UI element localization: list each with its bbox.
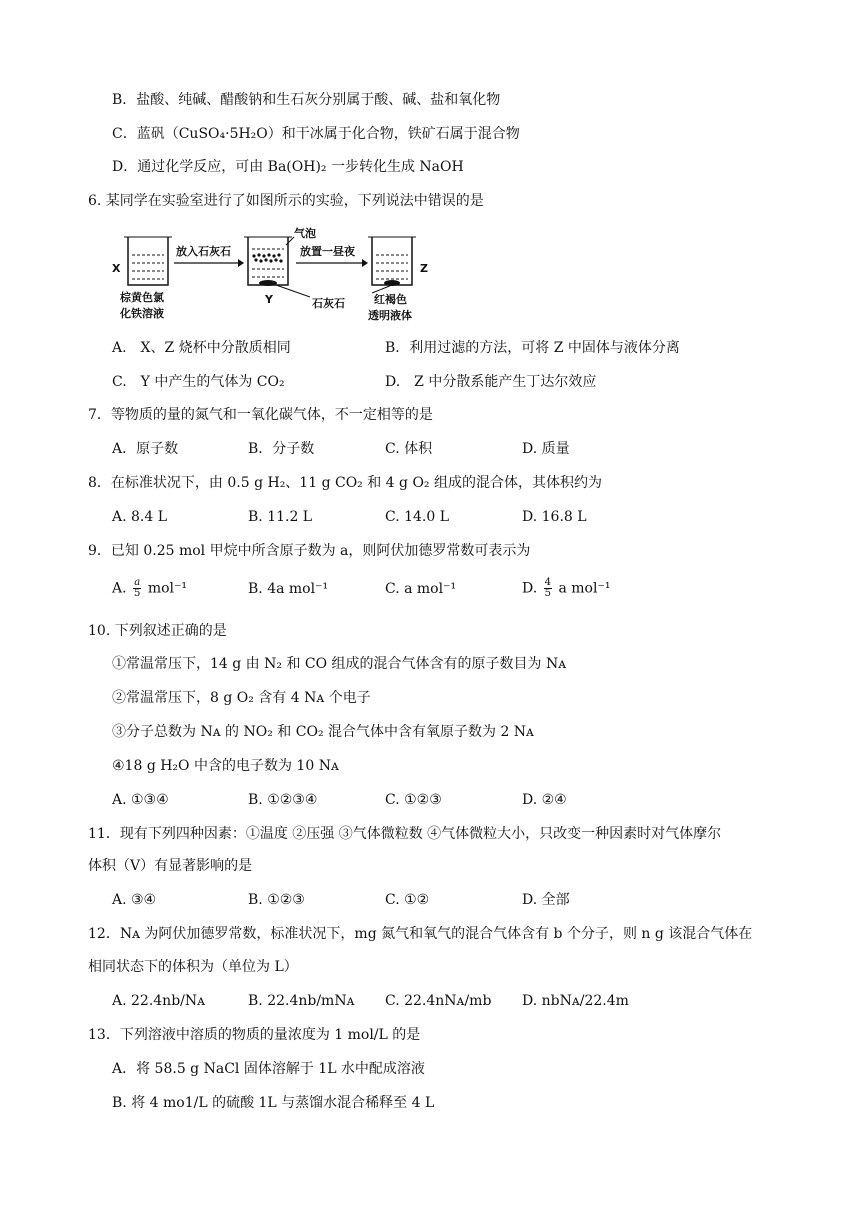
q10-option-d: D. ②④: [522, 792, 567, 808]
q6-option-b: B．利用过滤的方法，可将 Z 中固体与液体分离: [385, 340, 680, 356]
q10-option-a: A. ①③④: [112, 792, 169, 808]
q12-option-c: C. 22.4nNᴀ/mb: [385, 993, 492, 1009]
q7-stem: 7．等物质的量的氮气和一氧化碳气体，不一定相等的是: [88, 407, 433, 423]
q7-option-b: B．分子数: [248, 441, 315, 457]
q6-option-c: C. Y 中产生的气体为 CO₂: [112, 374, 285, 390]
z-desc-line2: 透明液体: [368, 309, 412, 322]
q13-option-b: B. 将 4 mo1/L 的硫酸 1L 与蒸馏水混合稀释至 4 L: [112, 1095, 435, 1111]
q8-stem: 8．在标准状况下，由 0.5 g H₂、11 g CO₂ 和 4 g O₂ 组成的混合体，其体积约为: [88, 475, 602, 491]
q9-d-fraction: [544, 578, 552, 599]
q9-stem: 9．已知 0.25 mol 甲烷中所含原子数为 a，则阿伏加德罗常数可表示为: [88, 543, 531, 559]
q7-option-c: C. 体积: [385, 441, 433, 457]
q10-statement-1: ①常温常压下，14 g 由 N₂ 和 CO 组成的混合气体含有的原子数目为 Nᴀ: [112, 656, 567, 672]
arrow1-label: 放入石灰石: [176, 245, 231, 258]
q5-option-c: C．蓝矾（CuSO₄·5H₂O）和干冰属于化合物，铁矿石属于混合物: [112, 126, 520, 142]
q12-option-a: A. 22.4nb/Nᴀ: [112, 993, 206, 1009]
label-x: X: [112, 262, 121, 275]
q10-statement-2: ②常温常压下，8 g O₂ 含有 4 Nᴀ 个电子: [112, 690, 371, 706]
arrow2-head: [362, 259, 368, 267]
q9-a-unit: mol⁻¹: [147, 580, 188, 597]
q9-d-prefix: D.: [522, 580, 538, 597]
beaker-z: [368, 237, 416, 286]
q10-option-c: C. ①②③: [385, 792, 442, 808]
q9-option-d: [522, 578, 610, 599]
q9-option-c: C. a mol⁻¹: [385, 581, 457, 597]
q11-option-b: B. ①②③: [248, 892, 305, 908]
q10-stem: 10. 下列叙述正确的是: [88, 623, 227, 639]
experiment-figure: [110, 225, 530, 325]
x-desc-line2: 化铁溶液: [120, 307, 164, 320]
q11-option-d: D. 全部: [522, 892, 570, 908]
q11-option-a: A. ③④: [112, 892, 157, 908]
q9-d-num: 4: [544, 577, 552, 588]
q13-option-a: A．将 58.5 g NaCl 固体溶解于 1L 水中配成溶液: [112, 1061, 425, 1077]
q7-option-d: D. 质量: [522, 441, 570, 457]
x-desc-line1: 棕黄色氯: [120, 291, 164, 304]
q12-option-b: B. 22.4nb/mNᴀ: [248, 993, 355, 1009]
bubble-label: 气泡: [294, 227, 316, 240]
stone-pointer: [276, 285, 310, 297]
z-pointer: [372, 285, 392, 293]
q8-option-a: A. 8.4 L: [112, 509, 168, 525]
q8-option-d: D. 16.8 L: [522, 509, 587, 525]
q9-option-b: B. 4a mol⁻¹: [248, 581, 329, 597]
q8-option-c: C. 14.0 L: [385, 509, 450, 525]
q11-stem-line1: 11．现有下列四种因素：①温度 ②压强 ③气体微粒数 ④气体微粒大小，只改变一种因素时对气体摩尔: [88, 826, 722, 842]
q12-option-d: D. nbNᴀ/22.4m: [522, 993, 629, 1009]
arrow2-label: 放置一昼夜: [300, 245, 355, 258]
stone-label: 石灰石: [312, 297, 345, 310]
label-y: Y: [265, 293, 273, 306]
beaker-x: [124, 237, 172, 285]
q9-option-a: [112, 578, 187, 599]
q9-a-fraction: [133, 578, 141, 599]
q7-option-a: A．原子数: [112, 441, 179, 457]
q6-stem: 6. 某同学在实验室进行了如图所示的实验，下列说法中错误的是: [88, 193, 484, 209]
q6-option-d: D. Z 中分散系能产生丁达尔效应: [385, 374, 597, 390]
q6-option-a: A. X、Z 烧杯中分散质相同: [112, 340, 291, 356]
arrow1-head: [238, 259, 244, 267]
q9-a-den: 5: [134, 588, 141, 599]
q12-stem-line2: 相同状态下的体积为（单位为 L）: [88, 959, 298, 975]
q5-option-b: B．盐酸、纯碱、醋酸钠和生石灰分别属于酸、碱、盐和氧化物: [112, 92, 501, 108]
q5-option-d: D．通过化学反应，可由 Ba(OH)₂ 一步转化生成 NaOH: [112, 159, 464, 175]
bubble-pointer: [286, 237, 294, 245]
q9-d-den: 5: [544, 588, 552, 599]
z-desc-line1: 红褐色: [374, 293, 407, 306]
beaker-y: [244, 237, 292, 286]
q11-stem-line2: 体积（V）有显著影响的是: [88, 858, 253, 874]
q10-statement-4: ④18 g H₂O 中含的电子数为 10 Nᴀ: [112, 758, 339, 774]
q11-option-c: C. ①②: [385, 892, 430, 908]
q10-option-b: B. ①②③④: [248, 792, 318, 808]
q10-statement-3: ③分子总数为 Nᴀ 的 NO₂ 和 CO₂ 混合气体中含有氧原子数为 2 Nᴀ: [112, 724, 534, 740]
q12-stem-line1: 12．Nᴀ 为阿伏加德罗常数，标准状况下，mg 氮气和氧气的混合气体含有 b 个分子，则 n g 该混合气体在: [88, 926, 753, 942]
label-z: Z: [420, 262, 428, 275]
q9-d-unit: a mol⁻¹: [558, 580, 611, 597]
q8-option-b: B. 11.2 L: [248, 509, 313, 525]
q9-a-num: a: [134, 577, 141, 588]
q13-stem: 13．下列溶液中溶质的物质的量浓度为 1 mol/L 的是: [88, 1027, 421, 1043]
q9-a-prefix: A.: [112, 580, 127, 597]
